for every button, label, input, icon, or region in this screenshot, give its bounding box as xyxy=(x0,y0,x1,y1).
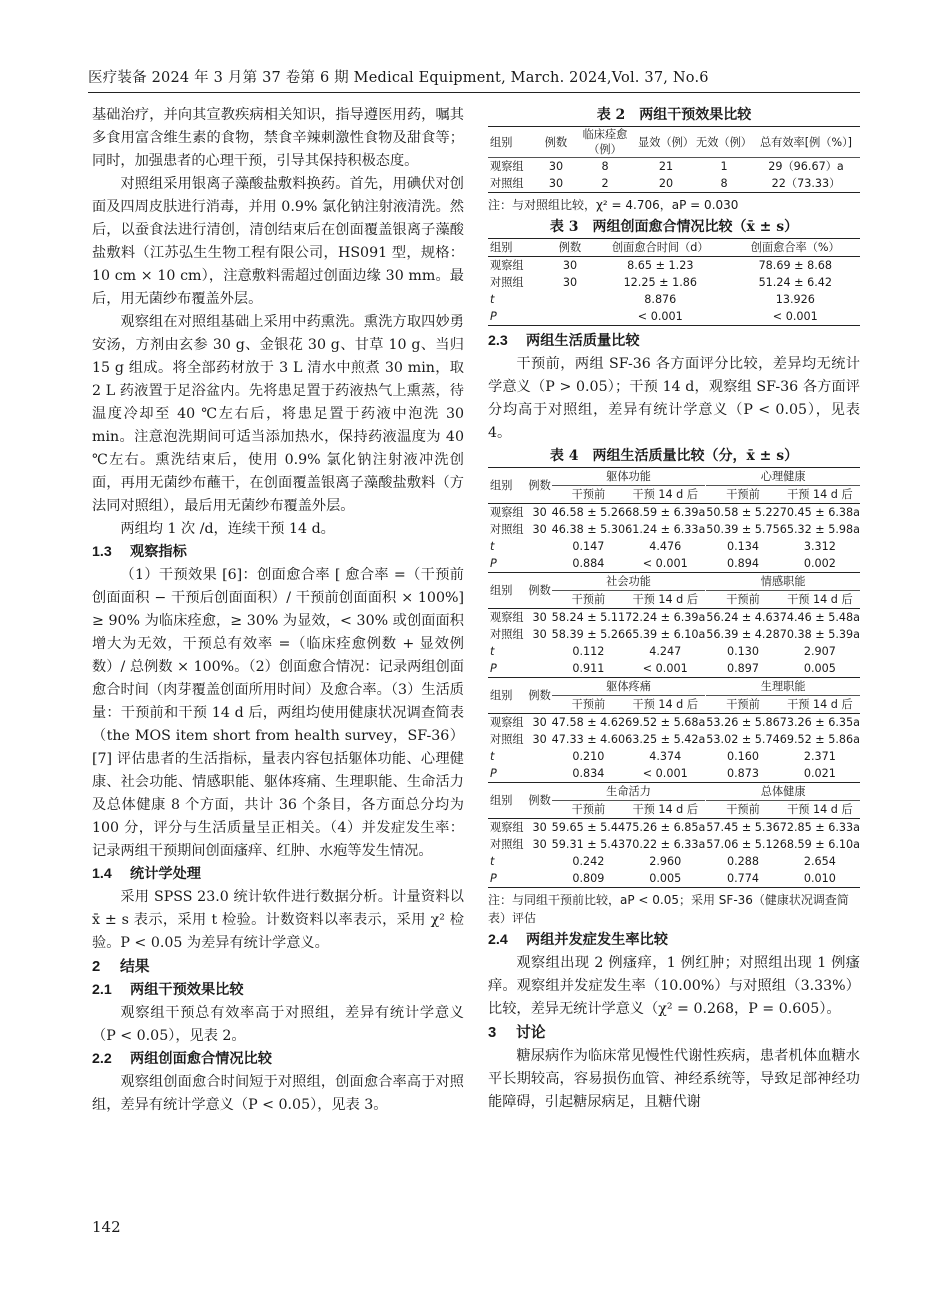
table-row: t 0.210 4.374 0.160 2.371 xyxy=(490,750,836,763)
section-heading-2-4: 2.4 两组并发症发生率比较 xyxy=(488,932,668,948)
paragraph: 观察组干预总有效率高于对照组，差异有统计学意义（P < 0.05），见表 2。 xyxy=(92,1005,464,1044)
table-header-cell: 总有效率[例（%）] xyxy=(759,135,853,149)
table-header-cell: 干预 14 d 后 xyxy=(787,698,853,711)
table-header-cell: 干预前 xyxy=(726,698,760,711)
table-row: 观察组 30 47.58 ± 4.62 69.52 ± 5.68a 53.26 ± 5.86 73.26 ± 6.35a xyxy=(490,716,860,729)
table-2 xyxy=(488,126,860,193)
header-rule xyxy=(88,92,860,93)
paragraph: 两组均 1 次 /d，连续干预 14 d。 xyxy=(120,521,335,537)
table-row: P 0.884 < 0.001 0.894 0.002 xyxy=(488,555,860,573)
table-header-cell: 生理职能 xyxy=(706,678,860,696)
table-header-cell: 情感职能 xyxy=(706,573,860,591)
table-row: 对照组 30 12.25 ± 1.86 51.24 ± 6.42 xyxy=(490,276,832,289)
table-header-cell: 例数 xyxy=(544,135,568,149)
table-header-cell: 干预 14 d 后 xyxy=(632,593,699,606)
paragraph: 对照组采用银离子藻酸盐敷料换药。首先，用碘伏对创面及四周皮肤进行消毒，并用 0.9% 氯化钠注射液清洗。然后，以蚕食法进行清创，清创结束后在创面覆盖银离子藻酸盐敷料（江苏弘生生物工程有限公司，HS091 型，规格：10 cm × 10 cm），注意敷料需超过创面边缘 30 mm。最后，用无菌纱布覆盖外层。 xyxy=(92,176,464,307)
section-heading-2-1: 2.1 两组干预效果比较 xyxy=(92,982,244,998)
table-row: 对照组 30 46.38 ± 5.30 61.24 ± 6.33a 50.39 ± 5.75 65.32 ± 5.98a xyxy=(490,523,860,536)
paragraph: （1）干预效果 [6]：创面愈合率 [ 愈合率 =（干预前创面面积 − 干预后创面面积）/ 干预前创面面积 × 100%] ≥ 90% 为临床痊愈，≥ 30% 为显效，< 30% 或创面面积增大为无效，干预总有效率 =（临床痊愈例数 + 显效例数）/ 总例数 × 100%。（2）创面愈合情况：记录两组创面愈合时间（肉芽覆盖创面所用时间）及愈合率。（3）生活质量：干预前和干预 14 d 后，两组均使用健康状况调查简表（the MOS item short from health survey，SF-36）[7] 评估患者的生活指标，量表内容包括躯体功能、心理健康、社会功能、情感职能、躯体疼痛、生理职能、生命活力及总体健康 8 个方面，共计 36 个条目，各方面总分均为 100 分，评分与生活质量呈正相关。（4）并发症发生率：记录两组干预期间创面瘙痒、红肿、水疱等发生情况。 xyxy=(92,567,464,859)
section-heading-2-2: 2.2 两组创面愈合情况比较 xyxy=(92,1051,272,1067)
table-row: t 0.147 4.476 0.134 3.312 xyxy=(490,540,836,553)
paragraph: 基础治疗，并向其宣教疾病相关知识，指导遵医用药，嘱其多食用富含维生素的食物，禁食辛辣刺激性食物及甜食等；同时，加强患者的心理干预，引导其保持积极态度。 xyxy=(92,107,464,169)
table-header-cell: 例数 xyxy=(558,241,582,254)
table-header-cell: 干预 14 d 后 xyxy=(632,488,699,501)
table-row: t 0.112 4.247 0.130 2.907 xyxy=(490,645,836,658)
table-header-cell: 干预 14 d 后 xyxy=(632,698,699,711)
table-row: 对照组 30 47.33 ± 4.60 63.25 ± 5.42a 53.02 ± 5.74 69.52 ± 5.86a xyxy=(490,733,860,746)
paragraph: 观察组出现 2 例瘙痒，1 例红肿；对照组出现 1 例瘙痒。观察组并发症发生率（10.00%）与对照组（3.33%）比较，差异无统计学意义（χ² = 0.268，P = 0.605）。 xyxy=(488,955,860,1017)
table-header-cell: 干预前 xyxy=(726,488,760,501)
table-header-cell: 创面愈合率（%） xyxy=(750,241,840,254)
paragraph: 观察组创面愈合时间短于对照组，创面愈合率高于对照组，差异有统计学意义（P < 0.05），见表 3。 xyxy=(92,1074,464,1113)
table-row: 观察组 30 8 21 1 29（96.67）a xyxy=(488,158,860,176)
table-header-cell: 干预 14 d 后 xyxy=(787,593,853,606)
table-3 xyxy=(488,238,860,326)
table-header-cell: 生命活力 xyxy=(552,783,706,801)
table-row: P 0.911 < 0.001 0.897 0.005 xyxy=(488,660,860,678)
table-header-cell: 总体健康 xyxy=(706,783,860,801)
table-row: 对照组 30 58.39 ± 5.26 65.39 ± 6.10a 56.39 ± 4.28 70.38 ± 5.39a xyxy=(490,628,860,641)
table-header-cell: 躯体疼痛 xyxy=(552,678,706,696)
table-row: 观察组 30 8.65 ± 1.23 78.69 ± 8.68 xyxy=(490,259,832,272)
table-row: 对照组 30 59.31 ± 5.43 70.22 ± 6.33a 57.06 ± 5.12 68.59 ± 6.10a xyxy=(490,838,860,851)
table-header-cell: 干预 14 d 后 xyxy=(787,803,853,816)
table-header-cell: 干预 14 d 后 xyxy=(787,488,853,501)
table-header-cell: 组别 xyxy=(490,584,513,597)
table-header-cell: 躯体功能 xyxy=(552,468,706,486)
table-4-note: 注：与同组干预前比较，aP < 0.05；采用 SF-36（健康状况调查简表）评估 xyxy=(488,893,849,925)
section-heading-1-3: 1.3 观察指标 xyxy=(92,544,187,560)
table-header-cell: 干预 14 d 后 xyxy=(632,803,699,816)
table-row: t 0.242 2.960 0.288 2.654 xyxy=(490,855,836,868)
left-column xyxy=(92,104,464,1117)
table-row: 观察组 30 58.24 ± 5.11 72.24 ± 6.39a 56.24 ± 4.63 74.46 ± 5.48a xyxy=(490,611,860,624)
section-heading-2: 2 结果 xyxy=(92,958,150,975)
table-header-cell: 组别 xyxy=(490,794,513,807)
table-header-cell: 创面愈合时间（d） xyxy=(611,241,709,254)
paragraph: 干预前，两组 SF-36 各方面评分比较，差异均无统计学意义（P > 0.05）；干预 14 d，观察组 SF-36 各方面评分均高于对照组，差异有统计学意义（P < 0.05），见表 4。 xyxy=(488,356,860,441)
section-heading-1-4: 1.4 统计学处理 xyxy=(92,866,201,882)
table-header-cell: 临床痊愈（例） xyxy=(582,128,628,156)
table-header-cell: 干预前 xyxy=(571,593,606,606)
paragraph: 采用 SPSS 23.0 统计软件进行数据分析。计量资料以 x̄ ± s 表示，采用 t 检验。计数资料以率表示，采用 χ² 检验。P < 0.05 为差异有统计学意义。 xyxy=(92,889,464,951)
table-header-cell: 心理健康 xyxy=(706,468,860,486)
table-header-cell: 组别 xyxy=(490,689,513,702)
table-header-cell: 例数 xyxy=(528,689,551,702)
right-column xyxy=(488,104,860,1114)
table-header-cell: 例数 xyxy=(528,479,551,492)
table-row: 对照组 30 2 20 8 22（73.33） xyxy=(488,175,860,193)
table-2-note: 注：与对照组比较，χ² = 4.706，aP = 0.030 xyxy=(488,198,739,212)
journal-header: 医疗装备 2024 年 3 月第 37 卷第 6 期 Medical Equipment, March. 2024,Vol. 37, No.6 xyxy=(88,70,709,86)
paragraph: 观察组在对照组基础上采用中药熏洗。熏洗方取四妙勇安汤，方剂由玄参 30 g、金银花 30 g、甘草 10 g、当归 15 g 组成。将全部药材放于 3 L 清水中煎煮 30 min，取 2 L 药液置于足浴盆内。先将患足置于药液热气上熏蒸，待温度冷却至 40 ℃左右后，将患足置于药液中泡洗 30 min。注意泡洗期间可适当添加热水，保持药液温度为 40 ℃左右。熏洗结束后，使用 0.9% 氯化钠注射液冲洗创面，再用无菌纱布蘸干，在创面覆盖银离子藻酸盐敷料（方法同对照组），最后用无菌纱布覆盖外层。 xyxy=(92,314,464,514)
table-header-cell: 例数 xyxy=(528,794,551,807)
table-row: P 0.834 < 0.001 0.873 0.021 xyxy=(488,765,860,783)
table-4-title: 表 4 两组生活质量比较（分，x̄ ± s） xyxy=(549,448,799,464)
table-row: 观察组 30 59.65 ± 5.44 75.26 ± 6.85a 57.45 ± 5.36 72.85 ± 6.33a xyxy=(490,821,860,834)
table-header-cell: 无效（例） xyxy=(696,135,752,149)
table-row: t 8.876 13.926 xyxy=(490,293,815,306)
table-row: P 0.809 0.005 0.774 0.010 xyxy=(488,870,860,888)
page-number: 142 xyxy=(92,1218,121,1236)
table-2-title: 表 2 两组干预效果比较 xyxy=(596,107,752,123)
table-row: 观察组 30 46.58 ± 5.26 68.59 ± 6.39a 50.58 ± 5.22 70.45 ± 6.38a xyxy=(490,506,860,519)
table-header-cell: 组别 xyxy=(490,479,513,492)
table-header-cell: 例数 xyxy=(528,584,551,597)
table-header-cell: 社会功能 xyxy=(552,573,706,591)
table-header-cell: 干预前 xyxy=(571,488,606,501)
paragraph: 糖尿病作为临床常见慢性代谢性疾病，患者机体血糖水平长期较高，容易损伤血管、神经系统等，导致足部神经功能障碍，引起糖尿病足，且糖代谢 xyxy=(488,1048,860,1110)
table-header-cell: 组别 xyxy=(490,241,513,254)
section-heading-3: 3 讨论 xyxy=(488,1024,546,1041)
table-4 xyxy=(488,467,860,888)
table-header-cell: 显效（例） xyxy=(638,135,694,149)
table-row: P < 0.001 < 0.001 xyxy=(488,308,860,326)
table-header-cell: 干预前 xyxy=(571,698,606,711)
section-heading-2-3: 2.3 两组生活质量比较 xyxy=(488,333,640,349)
table-header-cell: 干预前 xyxy=(726,803,760,816)
table-header-cell: 干预前 xyxy=(571,803,606,816)
table-3-title: 表 3 两组创面愈合情况比较（x̄ ± s） xyxy=(549,219,799,235)
table-header-cell: 组别 xyxy=(490,135,513,149)
table-header-cell: 干预前 xyxy=(726,593,760,606)
